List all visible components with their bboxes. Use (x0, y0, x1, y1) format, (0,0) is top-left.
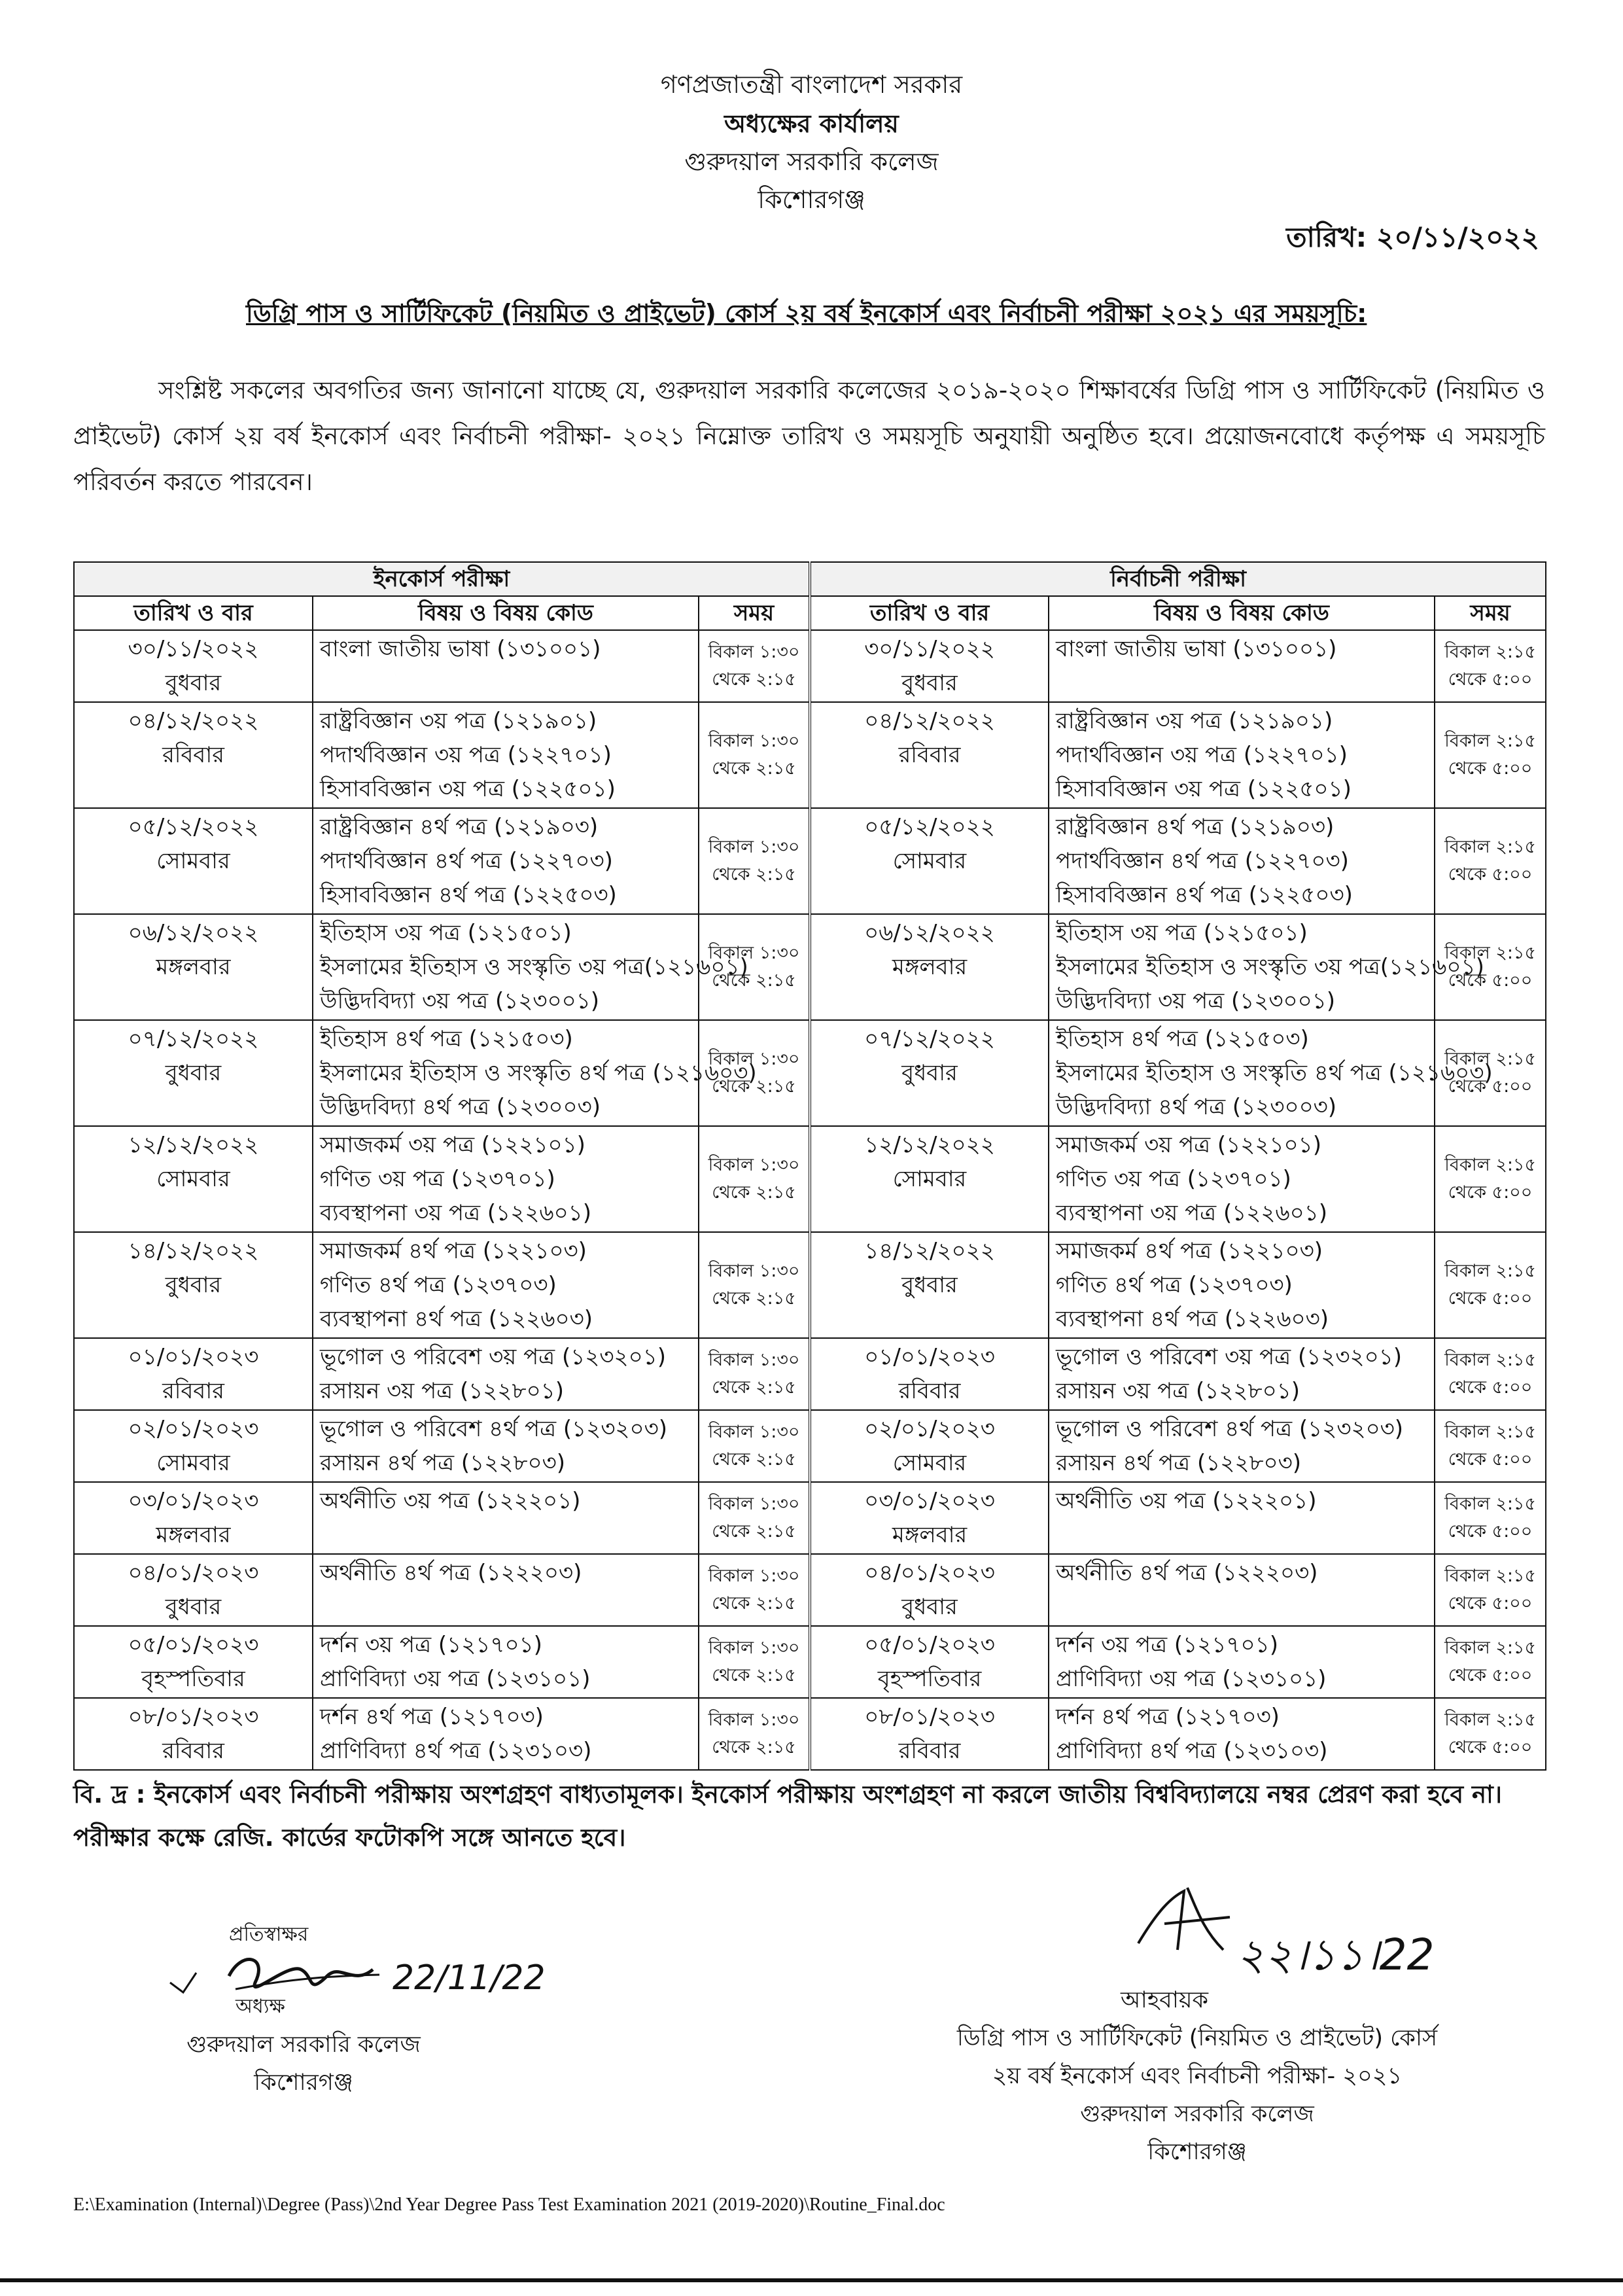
incourse-time: বিকাল ১:৩০ (708, 1350, 800, 1370)
test-subject-cell (1049, 1338, 1435, 1410)
test-day: রবিবার (898, 1378, 961, 1404)
incourse-date-cell (74, 1626, 313, 1698)
test-subject: বাংলা জাতীয় ভাষা (১৩১০০১) (1056, 636, 1337, 662)
convener-college: গুরুদয়াল সরকারি কলেজ (1080, 2101, 1314, 2127)
test-time: থেকে ৫:০০ (1448, 1665, 1533, 1686)
test-subject: রাষ্ট্রবিজ্ঞান ৪র্থ পত্র (১২১৯০৩) (1056, 814, 1335, 840)
principal-district: কিশোরগঞ্জ (254, 2070, 353, 2096)
incourse-date-cell (74, 1126, 313, 1232)
test-time-header: সময় (1435, 596, 1546, 630)
test-date: ০৮/০১/২০২৩ (864, 1704, 995, 1730)
test-subject: রসায়ন ৪র্থ পত্র (১২২৮০৩) (1056, 1450, 1302, 1476)
incourse-day: রবিবার (162, 1738, 224, 1764)
incourse-time: বিকাল ১:৩০ (708, 943, 800, 963)
incourse-time: থেকে ২:১৫ (712, 1449, 796, 1470)
test-subject: ইতিহাস ৩য় পত্র (১২১৫০১) (1056, 920, 1308, 946)
incourse-subject: ইতিহাস ৪র্থ পত্র (১২১৫০৩) (320, 1026, 573, 1052)
incourse-subject-cell (313, 702, 699, 808)
convener-signature-date: ২২।১১।22 (1236, 1930, 1435, 1980)
test-time-cell (1435, 1020, 1546, 1126)
incourse-subject: ইসলামের ইতিহাস ও সংস্কৃতি ৩য় পত্র(১২১৬০১) (320, 954, 748, 980)
test-time: থেকে ৫:০০ (1448, 758, 1533, 779)
incourse-date: ০৮/০১/২০২৩ (128, 1704, 259, 1730)
incourse-subject: রাষ্ট্রবিজ্ঞান ৪র্থ পত্র (১২১৯০৩) (320, 814, 599, 840)
test-date: ০৩/০১/২০২৩ (864, 1488, 995, 1514)
test-subject: দর্শন ৩য় পত্র (১২১৭০১) (1056, 1632, 1278, 1658)
test-time: বিকাল ২:১৫ (1444, 1422, 1536, 1442)
test-date: ০৪/০১/২০২৩ (864, 1560, 995, 1586)
test-date-cell (810, 914, 1049, 1020)
incourse-subject: পদার্থবিজ্ঞান ৩য় পত্র (১২২৭০১) (320, 742, 612, 768)
test-subject: পদার্থবিজ্ঞান ৩য় পত্র (১২২৭০১) (1056, 742, 1348, 768)
incourse-date: ০৫/০১/২০২৩ (128, 1632, 259, 1658)
incourse-time: বিকাল ১:৩০ (708, 1261, 800, 1281)
test-time: থেকে ৫:০০ (1448, 1377, 1533, 1398)
test-day: বুধবার (901, 1594, 958, 1620)
test-date: ০৪/১২/২০২২ (864, 708, 995, 734)
test-subject: উদ্ভিদবিদ্যা ৪র্থ পত্র (১২৩০০৩) (1056, 1094, 1337, 1120)
test-date-cell (810, 1020, 1049, 1126)
test-time: বিকাল ২:১৫ (1444, 1710, 1536, 1730)
test-time-cell (1435, 1126, 1546, 1232)
incourse-date: ১৪/১২/২০২২ (128, 1238, 259, 1264)
incourse-time-cell (699, 1554, 810, 1626)
incourse-subject: অর্থনীতি ৩য় পত্র (১২২২০১) (320, 1488, 581, 1514)
incourse-date: ০২/০১/২০২৩ (128, 1416, 259, 1442)
incourse-time-cell (699, 1338, 810, 1410)
test-date-cell (810, 1232, 1049, 1338)
incourse-subject: ব্যবস্থাপনা ৩য় পত্র (১২২৬০১) (320, 1200, 592, 1226)
incourse-time: বিকাল ১:৩০ (708, 1566, 800, 1586)
incourse-date: ১২/১২/২০২২ (128, 1132, 259, 1158)
incourse-subject: উদ্ভিদবিদ্যা ৩য় পত্র (১২৩০০১) (320, 988, 600, 1014)
test-time: থেকে ৫:০০ (1448, 1521, 1533, 1542)
routine-row (74, 1482, 1546, 1554)
routine-row (74, 1338, 1546, 1410)
incourse-day: বুধবার (165, 1272, 222, 1298)
test-time: বিকাল ২:১৫ (1444, 1350, 1536, 1370)
test-subject-cell (1049, 1232, 1435, 1338)
test-date: ০৫/১২/২০২২ (864, 814, 995, 840)
test-time: থেকে ৫:০০ (1448, 1182, 1533, 1203)
incourse-subject-cell (313, 1126, 699, 1232)
test-time: থেকে ৫:০০ (1448, 1076, 1533, 1097)
test-subject: প্রাণিবিদ্যা ৪র্থ পত্র (১২৩১০৩) (1056, 1738, 1328, 1764)
incourse-time: বিকাল ১:৩০ (708, 837, 800, 857)
incourse-time: থেকে ২:১৫ (712, 669, 796, 690)
incourse-time: থেকে ২:১৫ (712, 758, 796, 779)
test-subject: ইসলামের ইতিহাস ও সংস্কৃতি ৪র্থ পত্র (১২১৬০৩) (1056, 1060, 1493, 1086)
test-day: রবিবার (898, 1738, 961, 1764)
college-name: গুরুদয়াল সরকারি কলেজ (684, 147, 939, 176)
incourse-time: থেকে ২:১৫ (712, 864, 796, 885)
incourse-time-cell (699, 1626, 810, 1698)
test-date: ১৪/১২/২০২২ (864, 1238, 995, 1264)
principal-signature (157, 1937, 546, 2009)
incourse-time: থেকে ২:১৫ (712, 1521, 796, 1542)
test-subject: প্রাণিবিদ্যা ৩য় পত্র (১২৩১০১) (1056, 1666, 1327, 1692)
test-subject-header: বিষয় ও বিষয় কোড (1049, 596, 1435, 630)
incourse-subject-cell (313, 1482, 699, 1554)
incourse-time-cell (699, 702, 810, 808)
principal-title: অধ্যক্ষ (236, 1995, 285, 2018)
test-day: সোমবার (892, 1166, 967, 1192)
test-date-cell (810, 808, 1049, 914)
test-time: থেকে ৫:০০ (1448, 1737, 1533, 1757)
incourse-subject: প্রাণিবিদ্যা ৪র্থ পত্র (১২৩১০৩) (320, 1738, 592, 1764)
bottom-rule (0, 2278, 1623, 2282)
test-date-cell (810, 702, 1049, 808)
test-day: সোমবার (892, 848, 967, 874)
test-group-header: নির্বাচনী পরীক্ষা (810, 562, 1546, 596)
test-time: থেকে ৫:০০ (1448, 970, 1533, 991)
government-name: গণপ্রজাতন্ত্রী বাংলাদেশ সরকার (660, 70, 963, 99)
test-time: থেকে ৫:০০ (1448, 864, 1533, 885)
test-date: ৩০/১১/২০২২ (864, 636, 995, 662)
test-time-cell (1435, 1482, 1546, 1554)
test-time: থেকে ৫:০০ (1448, 1449, 1533, 1470)
test-date: ১২/১২/২০২২ (864, 1132, 995, 1158)
notice-date: তারিখ: ২০/১১/২০২২ (1286, 221, 1539, 253)
incourse-subject: রসায়ন ৪র্থ পত্র (১২২৮০৩) (320, 1450, 565, 1476)
incourse-subject: রাষ্ট্রবিজ্ঞান ৩য় পত্র (১২১৯০১) (320, 708, 597, 734)
incourse-date-cell (74, 1554, 313, 1626)
office-name: অধ্যক্ষের কার্যালয় (724, 109, 899, 138)
test-time-cell (1435, 1338, 1546, 1410)
test-time: থেকে ৫:০০ (1448, 1288, 1533, 1309)
routine-row (74, 914, 1546, 1020)
test-day: রবিবার (898, 742, 961, 768)
notice-title: ডিগ্রি পাস ও সার্টিফিকেট (নিয়মিত ও প্রাইভেট) কোর্স ২য় বর্ষ ইনকোর্স এবং নির্বাচনী পরীক্ষা ২০২১ এর সময়সূচি: (246, 299, 1367, 328)
routine-row (74, 630, 1546, 702)
test-subject: দর্শন ৪র্থ পত্র (১২১৭০৩) (1056, 1704, 1280, 1730)
test-date-cell (810, 630, 1049, 702)
test-subject: অর্থনীতি ৪র্থ পত্র (১২২২০৩) (1056, 1560, 1318, 1586)
incourse-date: ০৬/১২/২০২২ (128, 920, 259, 946)
test-subject-cell (1049, 914, 1484, 1020)
incourse-date: ৩০/১১/২০২২ (128, 636, 259, 662)
test-time: বিকাল ২:১৫ (1444, 1049, 1536, 1069)
incourse-day: সোমবার (156, 848, 230, 874)
convener-signature (1125, 1871, 1492, 1983)
incourse-time-cell (699, 1126, 810, 1232)
incourse-subject: ভূগোল ও পরিবেশ ৩য় পত্র (১২৩২০১) (320, 1344, 667, 1370)
test-subject: ইতিহাস ৪র্থ পত্র (১২১৫০৩) (1056, 1026, 1309, 1052)
test-subject: ইসলামের ইতিহাস ও সংস্কৃতি ৩য় পত্র(১২১৬০১) (1056, 954, 1484, 980)
incourse-day: বুধবার (165, 1060, 222, 1086)
test-subject-cell (1049, 1626, 1435, 1698)
incourse-time-cell (699, 808, 810, 914)
test-time-cell (1435, 1554, 1546, 1626)
incourse-time: থেকে ২:১৫ (712, 1182, 796, 1203)
incourse-time: থেকে ২:১৫ (712, 1076, 796, 1097)
incourse-time: বিকাল ১:৩০ (708, 1155, 800, 1175)
test-subject: ব্যবস্থাপনা ৪র্থ পত্র (১২২৬০৩) (1056, 1306, 1329, 1332)
test-subject: সমাজকর্ম ৪র্থ পত্র (১২২১০৩) (1056, 1238, 1323, 1264)
incourse-date: ০৩/০১/২০২৩ (128, 1488, 259, 1514)
test-time: বিকাল ২:১৫ (1444, 1155, 1536, 1175)
test-day: বুধবার (901, 1272, 958, 1298)
incourse-time: বিকাল ১:৩০ (708, 1710, 800, 1730)
test-subject-cell (1049, 702, 1435, 808)
incourse-day: রবিবার (162, 1378, 224, 1404)
incourse-date: ০১/০১/২০২৩ (128, 1344, 259, 1370)
test-time: বিকাল ২:১৫ (1444, 642, 1536, 662)
incourse-time: বিকাল ১:৩০ (708, 1422, 800, 1442)
incourse-date-cell (74, 808, 313, 914)
incourse-subject: গণিত ৪র্থ পত্র (১২৩৭০৩) (320, 1272, 557, 1298)
test-day: মঙ্গলবার (892, 954, 968, 980)
incourse-group-header: ইনকোর্স পরীক্ষা (74, 562, 810, 596)
test-subject: রসায়ন ৩য় পত্র (১২২৮০১) (1056, 1378, 1300, 1404)
convener-line-2: ২য় বর্ষ ইনকোর্স এবং নির্বাচনী পরীক্ষা- ২০২১ (992, 2063, 1403, 2089)
incourse-time-cell (699, 630, 810, 702)
incourse-subject: ইতিহাস ৩য় পত্র (১২১৫০১) (320, 920, 572, 946)
incourse-time-cell (699, 1232, 810, 1338)
test-time-cell (1435, 1232, 1546, 1338)
test-subject-cell (1049, 1482, 1435, 1554)
incourse-time: বিকাল ১:৩০ (708, 731, 800, 751)
test-subject: অর্থনীতি ৩য় পত্র (১২২২০১) (1056, 1488, 1317, 1514)
countersign-label: প্রতিস্বাক্ষর (229, 1923, 309, 1946)
incourse-day: সোমবার (156, 1166, 230, 1192)
test-date-header: তারিখ ও বার (810, 596, 1049, 630)
test-time-cell (1435, 1698, 1546, 1770)
incourse-subject-cell (313, 1626, 699, 1698)
test-date-cell (810, 1338, 1049, 1410)
test-subject-cell (1049, 808, 1435, 914)
test-time: বিকাল ২:১৫ (1444, 1638, 1536, 1658)
incourse-subject-cell (313, 914, 748, 1020)
test-time-cell (1435, 702, 1546, 808)
incourse-day: মঙ্গলবার (156, 1522, 231, 1548)
incourse-subject: বাংলা জাতীয় ভাষা (১৩১০০১) (320, 636, 601, 662)
incourse-date: ০৪/১২/২০২২ (128, 708, 259, 734)
test-date: ০৫/০১/২০২৩ (864, 1632, 995, 1658)
incourse-subject: অর্থনীতি ৪র্থ পত্র (১২২২০৩) (320, 1560, 582, 1586)
incourse-date-cell (74, 1232, 313, 1338)
incourse-time: বিকাল ১:৩০ (708, 642, 800, 662)
incourse-time: থেকে ২:১৫ (712, 1665, 796, 1686)
incourse-time: থেকে ২:১৫ (712, 1737, 796, 1757)
incourse-date-cell (74, 702, 313, 808)
test-time-cell (1435, 914, 1546, 1020)
test-subject: ভূগোল ও পরিবেশ ৩য় পত্র (১২৩২০১) (1056, 1344, 1403, 1370)
test-time: থেকে ৫:০০ (1448, 669, 1533, 690)
routine-row (74, 1232, 1546, 1338)
incourse-subject: হিসাববিজ্ঞান ৪র্থ পত্র (১২২৫০৩) (320, 882, 617, 908)
principal-signature-date: 22/11/22 (393, 1958, 546, 1998)
incourse-day: বুধবার (165, 1594, 222, 1620)
incourse-subject-header: বিষয় ও বিষয় কোড (313, 596, 699, 630)
incourse-subject: পদার্থবিজ্ঞান ৪র্থ পত্র (১২২৭০৩) (320, 848, 613, 874)
incourse-day: সোমবার (156, 1450, 230, 1476)
incourse-subject: দর্শন ৩য় পত্র (১২১৭০১) (320, 1632, 542, 1658)
routine-row (74, 1410, 1546, 1482)
test-day: মঙ্গলবার (892, 1522, 968, 1548)
incourse-subject: প্রাণিবিদ্যা ৩য় পত্র (১২৩১০১) (320, 1666, 591, 1692)
incourse-subject-cell (313, 1410, 699, 1482)
incourse-date-cell (74, 1020, 313, 1126)
incourse-subject-cell (313, 630, 699, 702)
incourse-time: থেকে ২:১৫ (712, 1377, 796, 1398)
incourse-subject: সমাজকর্ম ৩য় পত্র (১২২১০১) (320, 1132, 585, 1158)
incourse-subject-cell (313, 1554, 699, 1626)
test-subject: ভূগোল ও পরিবেশ ৪র্থ পত্র (১২৩২০৩) (1056, 1416, 1404, 1442)
incourse-date-header: তারিখ ও বার (74, 596, 313, 630)
test-time: থেকে ৫:০০ (1448, 1593, 1533, 1614)
test-time-cell (1435, 630, 1546, 702)
incourse-subject: গণিত ৩য় পত্র (১২৩৭০১) (320, 1166, 555, 1192)
routine-row (74, 1698, 1546, 1770)
convener-line-1: ডিগ্রি পাস ও সার্টিফিকেট (নিয়মিত ও প্রাইভেট) কোর্স (956, 2025, 1438, 2051)
test-time: বিকাল ২:১৫ (1444, 943, 1536, 963)
incourse-date-cell (74, 1482, 313, 1554)
test-date: ০৬/১২/২০২২ (864, 920, 995, 946)
incourse-day: বৃহস্পতিবার (141, 1666, 245, 1692)
test-subject: হিসাববিজ্ঞান ৪র্থ পত্র (১২২৫০৩) (1056, 882, 1353, 908)
principal-college: গুরুদয়াল সরকারি কলেজ (186, 2032, 421, 2058)
incourse-subject: দর্শন ৪র্থ পত্র (১২১৭০৩) (320, 1704, 544, 1730)
test-day: বৃহস্পতিবার (877, 1666, 982, 1692)
routine-row (74, 1554, 1546, 1626)
test-date: ০৭/১২/২০২২ (864, 1026, 995, 1052)
test-day: বুধবার (901, 1060, 958, 1086)
incourse-time: বিকাল ১:৩০ (708, 1049, 800, 1069)
incourse-date-cell (74, 1698, 313, 1770)
incourse-time-header: সময় (699, 596, 810, 630)
test-subject-cell (1049, 1554, 1435, 1626)
test-subject-cell (1049, 1698, 1435, 1770)
test-date: ০১/০১/২০২৩ (864, 1344, 995, 1370)
incourse-time: থেকে ২:১৫ (712, 1288, 796, 1309)
incourse-date-cell (74, 914, 313, 1020)
incourse-subject: উদ্ভিদবিদ্যা ৪র্থ পত্র (১২৩০০৩) (320, 1094, 601, 1120)
test-subject: গণিত ৪র্থ পত্র (১২৩৭০৩) (1056, 1272, 1293, 1298)
incourse-time: বিকাল ১:৩০ (708, 1494, 800, 1514)
incourse-time-cell (699, 1482, 810, 1554)
test-subject-cell (1049, 1126, 1435, 1232)
exam-routine-table (73, 561, 1546, 1771)
incourse-subject: ভূগোল ও পরিবেশ ৪র্থ পত্র (১২৩২০৩) (320, 1416, 668, 1442)
notice-intro: সংশ্লিষ্ট সকলের অবগতির জন্য জানানো যাচ্ছে যে, গুরুদয়াল সরকারি কলেজের ২০১৯-২০২০ শিক্ষাবর্ষের ডিগ্রি পাস ও সার্টিফিকেট (নিয়মিত ও প্রাইভেট) কোর্স ২য় বর্ষ ইনকোর্স এবং নির্বাচনী পরীক্ষা- ২০২১ নিম্নোক্ত তারিখ ও সময়সূচি অনুযায়ী অনুষ্ঠিত হবে। প্রয়োজনবোধে কর্তৃপক্ষ এ সময়সূচি পরিবর্তন করতে পারবেন। (73, 376, 1545, 496)
test-time: বিকাল ২:১৫ (1444, 731, 1536, 751)
test-subject: পদার্থবিজ্ঞান ৪র্থ পত্র (১২২৭০৩) (1056, 848, 1349, 874)
test-day: সোমবার (892, 1450, 967, 1476)
incourse-date: ০৪/০১/২০২৩ (128, 1560, 259, 1586)
routine-body (74, 630, 1546, 1770)
incourse-subject-cell (313, 1338, 699, 1410)
test-subject: ব্যবস্থাপনা ৩য় পত্র (১২২৬০১) (1056, 1200, 1328, 1226)
incourse-time-cell (699, 914, 810, 1020)
incourse-subject-cell (313, 808, 699, 914)
test-subject: হিসাববিজ্ঞান ৩য় পত্র (১২২৫০১) (1056, 776, 1352, 802)
incourse-date-cell (74, 630, 313, 702)
incourse-subject: ব্যবস্থাপনা ৪র্থ পত্র (১২২৬০৩) (320, 1306, 593, 1332)
routine-row (74, 1020, 1546, 1126)
incourse-time: বিকাল ১:৩০ (708, 1638, 800, 1658)
incourse-subject: ইসলামের ইতিহাস ও সংস্কৃতি ৪র্থ পত্র (১২১৬০৩) (320, 1060, 757, 1086)
routine-row (74, 808, 1546, 914)
test-time-cell (1435, 1626, 1546, 1698)
convener-district: কিশোরগঞ্জ (1147, 2139, 1247, 2165)
incourse-time-cell (699, 1410, 810, 1482)
test-time: বিকাল ২:১৫ (1444, 1566, 1536, 1586)
test-subject-cell (1049, 1410, 1435, 1482)
routine-row (74, 1626, 1546, 1698)
test-time: বিকাল ২:১৫ (1444, 837, 1536, 857)
test-day: বুধবার (901, 670, 958, 696)
test-time-cell (1435, 808, 1546, 914)
routine-row (74, 1126, 1546, 1232)
incourse-subject: সমাজকর্ম ৪র্থ পত্র (১২২১০৩) (320, 1238, 587, 1264)
incourse-day: মঙ্গলবার (156, 954, 231, 980)
test-date: ০২/০১/২০২৩ (864, 1416, 995, 1442)
incourse-time: থেকে ২:১৫ (712, 1593, 796, 1614)
notice-note: বি. দ্র : ইনকোর্স এবং নির্বাচনী পরীক্ষায় অংশগ্রহণ বাধ্যতামূলক। ইনকোর্স পরীক্ষায় অংশগ্রহণ না করলে জাতীয় বিশ্ববিদ্যালয়ে নম্বর প্রেরণ করা হবে না। পরীক্ষার কক্ষে রেজি. কার্ডের ফটোকপি সঙ্গে আনতে হবে। (73, 1780, 1503, 1852)
test-time: বিকাল ২:১৫ (1444, 1494, 1536, 1514)
incourse-date: ০৭/১২/২০২২ (128, 1026, 259, 1052)
incourse-subject-cell (313, 1232, 699, 1338)
test-time: বিকাল ২:১৫ (1444, 1261, 1536, 1281)
file-path-footer: E:\Examination (Internal)\Degree (Pass)\2nd Year Degree Pass Test Examination 2021 (2019-2020)\Routine_Final.doc (73, 2195, 945, 2215)
test-subject: উদ্ভিদবিদ্যা ৩য় পত্র (১২৩০০১) (1056, 988, 1336, 1014)
routine-row (74, 702, 1546, 808)
incourse-day: বুধবার (165, 670, 222, 696)
test-date-cell (810, 1626, 1049, 1698)
incourse-time: থেকে ২:১৫ (712, 970, 796, 991)
test-subject-cell (1049, 630, 1435, 702)
incourse-subject: রসায়ন ৩য় পত্র (১২২৮০১) (320, 1378, 564, 1404)
test-subject: সমাজকর্ম ৩য় পত্র (১২২১০১) (1056, 1132, 1321, 1158)
test-date-cell (810, 1554, 1049, 1626)
test-subject: রাষ্ট্রবিজ্ঞান ৩য় পত্র (১২১৯০১) (1056, 708, 1333, 734)
test-date-cell (810, 1126, 1049, 1232)
test-date-cell (810, 1698, 1049, 1770)
incourse-time-cell (699, 1698, 810, 1770)
incourse-date: ০৫/১২/২০২২ (128, 814, 259, 840)
incourse-day: রবিবার (162, 742, 224, 768)
incourse-date-cell (74, 1338, 313, 1410)
incourse-date-cell (74, 1410, 313, 1482)
test-subject: গণিত ৩য় পত্র (১২৩৭০১) (1056, 1166, 1291, 1192)
test-time-cell (1435, 1410, 1546, 1482)
district-name: কিশোরগঞ্জ (758, 185, 865, 214)
incourse-subject-cell (313, 1698, 699, 1770)
test-date-cell (810, 1410, 1049, 1482)
convener-role: আহবায়ক (1121, 1987, 1208, 2013)
test-date-cell (810, 1482, 1049, 1554)
incourse-time-cell (699, 1020, 810, 1126)
incourse-subject: হিসাববিজ্ঞান ৩য় পত্র (১২২৫০১) (320, 776, 616, 802)
